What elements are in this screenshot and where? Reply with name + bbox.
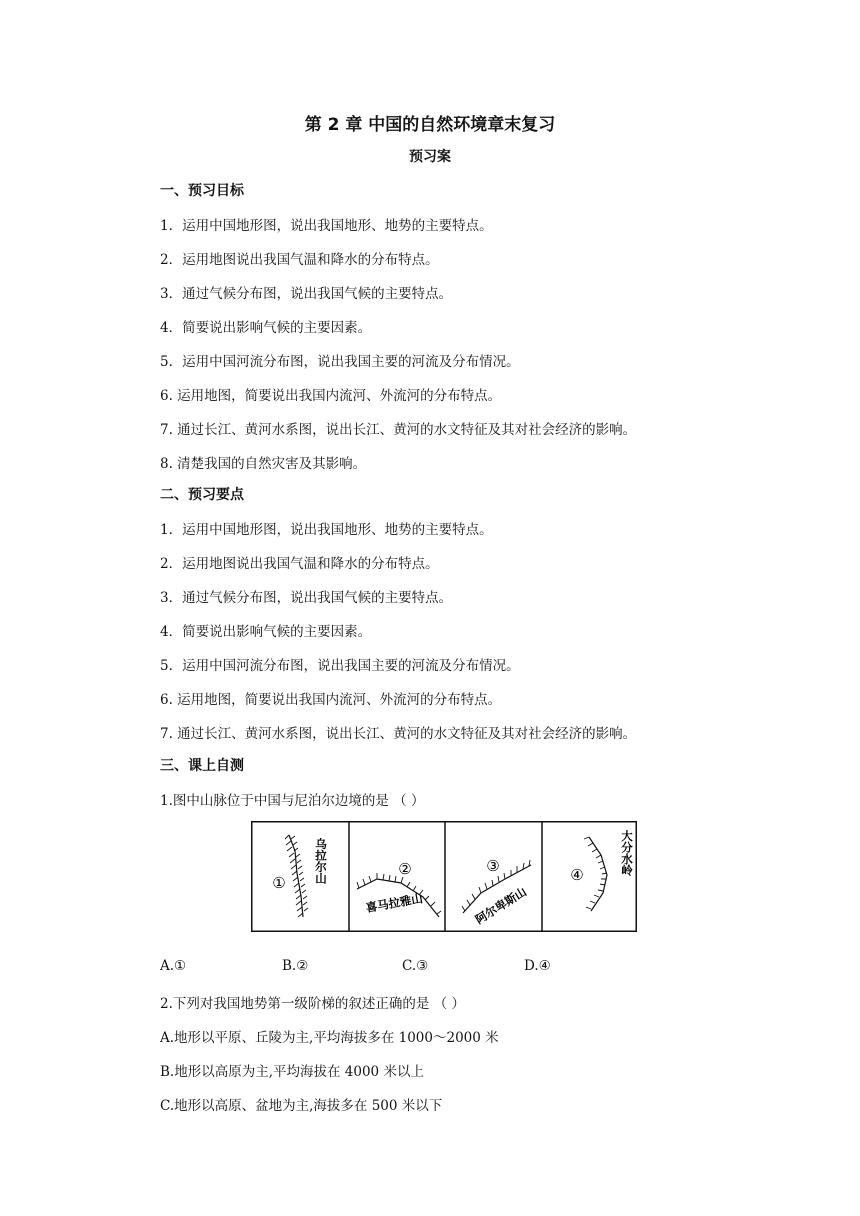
option-b: B.② xyxy=(282,958,309,974)
objective-item: 2．运用地图说出我国气温和降水的分布特点。 xyxy=(160,252,439,268)
mountain-label: 乌拉尔山 xyxy=(314,838,328,884)
panel-number: ④ xyxy=(570,866,584,884)
panel-3 xyxy=(462,857,531,927)
page-subtitle: 预习案 xyxy=(409,149,451,165)
section-heading: 一、预习目标 xyxy=(160,183,244,199)
keypoint-item: 5．运用中国河流分布图，说出我国主要的河流及分布情况。 xyxy=(160,658,520,674)
option-a: A.地形以平原、丘陵为主,平均海拔多在 1000～2000 米 xyxy=(160,1030,499,1046)
objective-item: 1．运用中国地形图，说出我国地形、地势的主要特点。 xyxy=(160,218,493,234)
objective-item: 7. 通过长江、黄河水系图，说出长江、黄河的水文特征及其对社会经济的影响。 xyxy=(160,422,637,438)
objective-item: 5．运用中国河流分布图，说出我国主要的河流及分布情况。 xyxy=(160,354,520,370)
keypoint-item: 6. 运用地图，简要说出我国内流河、外流河的分布特点。 xyxy=(160,692,502,708)
objective-item: 3．通过气候分布图，说出我国气候的主要特点。 xyxy=(160,286,453,302)
keypoint-item: 1．运用中国地形图，说出我国地形、地势的主要特点。 xyxy=(160,522,493,538)
panel-4 xyxy=(570,829,634,911)
panel-number: ③ xyxy=(486,857,500,875)
objective-item: 6. 运用地图，简要说出我国内流河、外流河的分布特点。 xyxy=(160,388,502,404)
mountain-label: 大分水岭 xyxy=(620,830,634,876)
section-heading: 三、课上自测 xyxy=(160,758,244,774)
keypoint-item: 3．通过气候分布图，说出我国气候的主要特点。 xyxy=(160,590,453,606)
mountain-range-icon xyxy=(589,837,607,911)
panel-number: ① xyxy=(272,874,286,892)
question-stem: 1.图中山脉位于中国与尼泊尔边境的是 （ ） xyxy=(160,793,425,809)
panel-1 xyxy=(272,835,328,917)
keypoint-item: 2．运用地图说出我国气温和降水的分布特点。 xyxy=(160,556,439,572)
option-a: A.① xyxy=(160,958,187,974)
option-c: C.③ xyxy=(402,958,429,974)
objective-item: 8. 清楚我国的自然灾害及其影响。 xyxy=(160,456,367,472)
keypoint-item: 7. 通过长江、黄河水系图，说出长江、黄河的水文特征及其对社会经济的影响。 xyxy=(160,726,637,742)
panel-2 xyxy=(357,860,441,917)
mountain-label: 喜马拉雅山 xyxy=(364,891,424,915)
keypoint-item: 4．简要说出影响气候的主要因素。 xyxy=(160,624,372,640)
option-b: B.地形以高原为主,平均海拔在 4000 米以上 xyxy=(160,1064,424,1080)
panel-number: ② xyxy=(398,860,412,878)
objective-item: 4．简要说出影响气候的主要因素。 xyxy=(160,320,372,336)
option-d: D.④ xyxy=(524,958,551,974)
page-title: 第 2 章 中国的自然环境章末复习 xyxy=(304,115,556,135)
mountain-label: 阿尔卑斯山 xyxy=(472,884,529,927)
section-heading: 二、预习要点 xyxy=(160,487,244,503)
question-stem: 2.下列对我国地势第一级阶梯的叙述正确的是 （ ） xyxy=(160,996,465,1012)
mountain-figure xyxy=(251,821,637,932)
option-c: C.地形以高原、盆地为主,海拔多在 500 米以下 xyxy=(160,1098,443,1114)
